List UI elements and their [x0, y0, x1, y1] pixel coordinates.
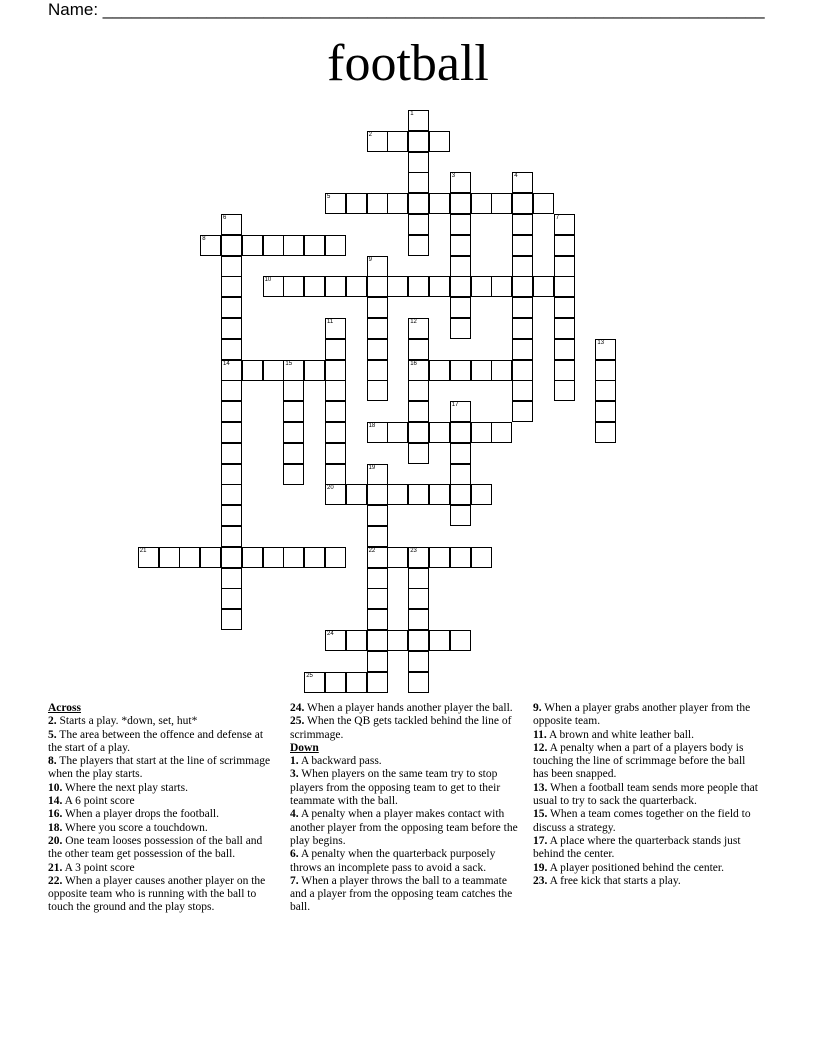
- clue: [290, 755, 520, 768]
- clue-text: A penalty when the quarterback purposely throws an incomplete pass to avoid a sack.: [290, 848, 496, 874]
- crossword-cell[interactable]: [512, 235, 533, 256]
- crossword-cell[interactable]: [367, 256, 388, 277]
- crossword-cell[interactable]: [491, 276, 512, 297]
- clue-text: A 3 point score: [62, 861, 135, 874]
- clue: [290, 848, 520, 875]
- crossword-cell[interactable]: [346, 630, 367, 651]
- crossword-cell[interactable]: [491, 193, 512, 214]
- clue-label: 7.: [290, 874, 299, 887]
- crossword-cell[interactable]: [450, 360, 471, 381]
- crossword-cell[interactable]: [408, 484, 429, 505]
- clues-column-2: [290, 702, 520, 915]
- crossword-cell[interactable]: [429, 484, 450, 505]
- crossword-cell[interactable]: [512, 318, 533, 339]
- clue-text: One team looses possession of the ball and the other team get possession of the ball.: [48, 834, 263, 861]
- crossword-cell[interactable]: [408, 547, 429, 568]
- crossword-cell[interactable]: [408, 401, 429, 422]
- clue-text: When a player hands another player the ball.: [304, 702, 513, 714]
- crossword-cell[interactable]: [387, 547, 408, 568]
- clue: [48, 782, 276, 795]
- crossword-cell[interactable]: [325, 672, 346, 693]
- crossword-cell[interactable]: [367, 568, 388, 589]
- clue-number: 9: [368, 256, 372, 263]
- clue-label: 11.: [533, 728, 547, 741]
- crossword-cell[interactable]: [450, 297, 471, 318]
- clue-label: 20.: [48, 834, 63, 847]
- clue-number: 22: [368, 547, 376, 554]
- clue-label: 19.: [533, 861, 548, 874]
- clue: [533, 742, 759, 782]
- crossword-cell[interactable]: [242, 547, 263, 568]
- crossword-cell[interactable]: [304, 360, 325, 381]
- crossword-cell[interactable]: [325, 360, 346, 381]
- crossword-cell[interactable]: [471, 547, 492, 568]
- clue-number: 1: [410, 111, 414, 117]
- clue: [533, 702, 759, 729]
- clue-text: A player positioned behind the center.: [547, 861, 724, 874]
- crossword-cell[interactable]: [429, 547, 450, 568]
- crossword-cell[interactable]: [408, 588, 429, 609]
- crossword-cell[interactable]: [221, 297, 242, 318]
- crossword-cell[interactable]: [491, 422, 512, 443]
- clue: [48, 875, 276, 915]
- clue-number: 21: [139, 547, 147, 554]
- clue-text: The area between the offence and defense at the start of a play.: [48, 728, 264, 754]
- crossword-cell[interactable]: [221, 276, 242, 297]
- crossword-cell[interactable]: [595, 401, 616, 422]
- clue-label: 24.: [290, 702, 305, 714]
- crossword-cell[interactable]: [450, 443, 471, 464]
- clue: [48, 822, 276, 835]
- clue-label: 12.: [533, 741, 548, 754]
- crossword-cell[interactable]: [325, 547, 346, 568]
- crossword-cell[interactable]: [283, 443, 304, 464]
- crossword-cell[interactable]: [595, 380, 616, 401]
- clue-label: 25.: [290, 715, 305, 728]
- crossword-cell[interactable]: [512, 193, 533, 214]
- clue: [290, 768, 520, 808]
- clue-label: 8.: [48, 755, 57, 768]
- clue: [48, 729, 276, 756]
- clue-label: 10.: [48, 781, 63, 794]
- crossword-cell[interactable]: [450, 505, 471, 526]
- crossword-cell[interactable]: [263, 235, 284, 256]
- crossword-cell[interactable]: [387, 193, 408, 214]
- clue-number: 4: [514, 173, 518, 180]
- crossword-cell[interactable]: [450, 464, 471, 485]
- clue-label: 15.: [533, 808, 548, 821]
- crossword-cell[interactable]: [283, 235, 304, 256]
- crossword-cell[interactable]: [554, 297, 575, 318]
- crossword-cell[interactable]: [367, 609, 388, 630]
- clue-text: A penalty when a player makes contact with another player from the opposing team before the play begins.: [290, 808, 518, 847]
- crossword-cell[interactable]: [221, 526, 242, 547]
- crossword-cell[interactable]: [325, 484, 346, 505]
- clue-text: Where the next play starts.: [62, 781, 188, 794]
- clue-text: A brown and white leather ball.: [546, 728, 694, 741]
- crossword-cell[interactable]: [283, 276, 304, 297]
- crossword-cell[interactable]: [408, 672, 429, 693]
- crossword-cell[interactable]: [429, 276, 450, 297]
- crossword-cell[interactable]: [159, 547, 180, 568]
- crossword-cell[interactable]: [450, 256, 471, 277]
- crossword-cell[interactable]: [595, 422, 616, 443]
- clue: [533, 729, 759, 742]
- crossword-cell[interactable]: [408, 110, 429, 131]
- crossword-cell[interactable]: [221, 568, 242, 589]
- clue-label: 23.: [533, 874, 548, 887]
- crossword-cell[interactable]: [221, 464, 242, 485]
- crossword-cell[interactable]: [408, 339, 429, 360]
- clue-label: 17.: [533, 834, 548, 847]
- clue-label: 9.: [533, 702, 542, 714]
- clue-text: A free kick that starts a play.: [547, 874, 681, 887]
- crossword-cell[interactable]: [367, 672, 388, 693]
- crossword-cell[interactable]: [367, 339, 388, 360]
- crossword-cell[interactable]: [242, 360, 263, 381]
- crossword-cell[interactable]: [554, 235, 575, 256]
- crossword-cell[interactable]: [325, 318, 346, 339]
- clue-text: When a player drops the football.: [62, 808, 219, 821]
- crossword-cell[interactable]: [471, 193, 492, 214]
- crossword-cell[interactable]: [450, 630, 471, 651]
- clue-number: 10: [264, 277, 272, 284]
- crossword-cell[interactable]: [325, 401, 346, 422]
- crossword-cell[interactable]: [221, 339, 242, 360]
- crossword-cell[interactable]: [429, 131, 450, 152]
- crossword-cell[interactable]: [450, 172, 471, 193]
- crossword-cell[interactable]: [512, 172, 533, 193]
- crossword-cell[interactable]: [346, 484, 367, 505]
- crossword-cell[interactable]: [429, 193, 450, 214]
- clue-label: 16.: [48, 808, 63, 821]
- clue-text: Where you score a touchdown.: [62, 821, 208, 834]
- clue: [533, 835, 759, 862]
- crossword-cell[interactable]: [367, 526, 388, 547]
- crossword-cell[interactable]: [325, 380, 346, 401]
- crossword-cell[interactable]: [408, 152, 429, 173]
- clue: [290, 808, 520, 848]
- crossword-cell[interactable]: [221, 401, 242, 422]
- crossword-cell[interactable]: [471, 276, 492, 297]
- clue-number: 24: [327, 631, 334, 637]
- clue-label: 14.: [48, 795, 63, 808]
- crossword-cell[interactable]: [263, 547, 284, 568]
- crossword-cell[interactable]: [554, 360, 575, 381]
- crossword-cell[interactable]: [221, 609, 242, 630]
- clue: [290, 702, 520, 715]
- crossword-cell[interactable]: [450, 401, 471, 422]
- clue: [533, 782, 759, 809]
- clue-number: 7: [555, 215, 560, 221]
- crossword-cell[interactable]: [283, 422, 304, 443]
- crossword-cell[interactable]: [554, 318, 575, 339]
- crossword-cell[interactable]: [595, 360, 616, 381]
- page-title: football: [327, 35, 489, 92]
- clue-number: 14: [223, 360, 230, 367]
- crossword-cell[interactable]: [367, 193, 388, 214]
- crossword-cell[interactable]: [367, 297, 388, 318]
- clue-label: 6.: [290, 848, 299, 861]
- crossword-cell[interactable]: [387, 484, 408, 505]
- crossword-cell[interactable]: [221, 235, 242, 256]
- crossword-cell[interactable]: [283, 401, 304, 422]
- crossword-cell[interactable]: [450, 547, 471, 568]
- clue: [533, 808, 759, 835]
- clue-text: A 6 point score: [62, 795, 135, 808]
- crossword-cell[interactable]: [367, 360, 388, 381]
- crossword-cell[interactable]: [533, 193, 554, 214]
- crossword-cell[interactable]: [200, 547, 221, 568]
- clue-number: 2: [368, 131, 372, 138]
- crossword-cell[interactable]: [367, 505, 388, 526]
- clue-label: 18.: [48, 821, 63, 834]
- crossword-cell[interactable]: [283, 360, 304, 381]
- clue: [533, 862, 759, 875]
- clue-label: 2.: [48, 715, 57, 728]
- crossword-cell[interactable]: [221, 360, 242, 381]
- crossword-cell[interactable]: [387, 131, 408, 152]
- crossword-cell[interactable]: [408, 214, 429, 235]
- clue-label: 5.: [48, 728, 57, 741]
- crossword-cell[interactable]: [325, 630, 346, 651]
- crossword-cell[interactable]: [512, 214, 533, 235]
- crossword-cell[interactable]: [221, 588, 242, 609]
- clue-text: When a player grabs another player from the opposite team.: [533, 702, 751, 728]
- clues-column-1: [48, 702, 276, 915]
- clue-label: 21.: [48, 861, 63, 874]
- crossword-cell[interactable]: [512, 256, 533, 277]
- crossword-cell[interactable]: [533, 276, 554, 297]
- clue-number: 15: [285, 360, 293, 367]
- crossword-cell[interactable]: [408, 630, 429, 651]
- crossword-cell[interactable]: [325, 422, 346, 443]
- crossword-cell[interactable]: [367, 651, 388, 672]
- clue-text: When a football team sends more people that usual to try to sack the quarterback.: [533, 781, 758, 808]
- crossword-cell[interactable]: [512, 360, 533, 381]
- crossword-cell[interactable]: [325, 235, 346, 256]
- crossword-cell[interactable]: [346, 193, 367, 214]
- crossword-cell[interactable]: [554, 380, 575, 401]
- crossword-cell[interactable]: [325, 339, 346, 360]
- crossword-cell[interactable]: [387, 630, 408, 651]
- crossword-cell[interactable]: [221, 256, 242, 277]
- clue-number: 16: [410, 360, 417, 367]
- crossword-cell[interactable]: [263, 360, 284, 381]
- crossword-cell[interactable]: [367, 630, 388, 651]
- clue-text: When a player throws the ball to a teammate and a player from the opposing team catches the ball.: [290, 874, 513, 914]
- crossword-cell[interactable]: [367, 464, 388, 485]
- clue: [290, 875, 520, 915]
- crossword-cell[interactable]: [554, 256, 575, 277]
- crossword-cell[interactable]: [325, 443, 346, 464]
- crossword-cell[interactable]: [221, 214, 242, 235]
- crossword-cell[interactable]: [408, 380, 429, 401]
- crossword-cell[interactable]: [408, 651, 429, 672]
- crossword-cell[interactable]: [512, 380, 533, 401]
- clue-number: 13: [597, 339, 605, 346]
- crossword-cell[interactable]: [367, 276, 388, 297]
- crossword-cell[interactable]: [221, 422, 242, 443]
- clue-number: 25: [306, 672, 313, 679]
- clue-text: When players on the same team try to stop players from the opposing team to get to their teammate with the ball.: [290, 768, 501, 808]
- crossword-cell[interactable]: [387, 422, 408, 443]
- crossword-cell[interactable]: [450, 214, 471, 235]
- crossword-cell[interactable]: [221, 380, 242, 401]
- crossword-cell[interactable]: [512, 276, 533, 297]
- crossword-cell[interactable]: [554, 276, 575, 297]
- clue-text: A penalty when a part of a players body is touching the line of scrimmage before the ball has been snapped.: [533, 741, 746, 781]
- clue-number: 23: [410, 547, 417, 554]
- crossword-cell[interactable]: [471, 360, 492, 381]
- crossword-cell[interactable]: [471, 422, 492, 443]
- crossword-cell[interactable]: [367, 547, 388, 568]
- crossword-cell[interactable]: [429, 422, 450, 443]
- crossword-cell[interactable]: [450, 422, 471, 443]
- crossword-cell[interactable]: [283, 547, 304, 568]
- clue-number: 8: [202, 235, 206, 242]
- down-heading: Down: [290, 741, 319, 754]
- crossword-cell[interactable]: [367, 484, 388, 505]
- clue: [48, 862, 276, 875]
- crossword-cell[interactable]: [408, 568, 429, 589]
- crossword-cell[interactable]: [304, 235, 325, 256]
- clue-number: 12: [410, 319, 417, 325]
- crossword-cell[interactable]: [221, 318, 242, 339]
- clue: [48, 835, 276, 862]
- crossword-cell[interactable]: [179, 547, 200, 568]
- clues-column-3: [533, 702, 759, 888]
- crossword-cell[interactable]: [429, 630, 450, 651]
- crossword-cell[interactable]: [304, 547, 325, 568]
- crossword-cell[interactable]: [221, 484, 242, 505]
- crossword-cell[interactable]: [242, 235, 263, 256]
- crossword-cell[interactable]: [408, 131, 429, 152]
- crossword-cell[interactable]: [346, 276, 367, 297]
- crossword-cell[interactable]: [346, 672, 367, 693]
- crossword-cell[interactable]: [450, 484, 471, 505]
- crossword-cell[interactable]: [554, 214, 575, 235]
- crossword-cell[interactable]: [491, 360, 512, 381]
- clue-text: A backward pass.: [298, 755, 382, 768]
- clue-text: Starts a play. *down, set, hut*: [56, 715, 198, 728]
- crossword-cell[interactable]: [408, 172, 429, 193]
- crossword-cell[interactable]: [138, 547, 159, 568]
- clue-number: 17: [451, 402, 459, 409]
- clue-label: 3.: [290, 768, 299, 781]
- crossword-cell[interactable]: [221, 443, 242, 464]
- crossword-cell[interactable]: [595, 339, 616, 360]
- crossword-cell[interactable]: [367, 588, 388, 609]
- crossword-cell[interactable]: [367, 131, 388, 152]
- across-heading: Across: [48, 702, 82, 714]
- clue-text: When a team comes together on the field to discuss a strategy.: [533, 808, 751, 834]
- clue: [48, 795, 276, 808]
- clue: [48, 755, 276, 782]
- clue-number: 20: [327, 485, 334, 492]
- clue-number: 11: [327, 319, 334, 325]
- crossword-cell[interactable]: [408, 235, 429, 256]
- clue-number: 5: [327, 194, 331, 201]
- clue: [533, 875, 759, 888]
- crossword-cell[interactable]: [512, 297, 533, 318]
- crossword-cell[interactable]: [325, 276, 346, 297]
- crossword-cell[interactable]: [200, 235, 221, 256]
- clue-number: 18: [368, 423, 376, 429]
- clue-label: 22.: [48, 874, 63, 887]
- crossword-cell[interactable]: [471, 484, 492, 505]
- clue-text: The players that start at the line of scrimmage when the play starts.: [48, 755, 271, 781]
- clue-label: 1.: [290, 755, 299, 768]
- crossword-cell[interactable]: [408, 318, 429, 339]
- crossword-cell[interactable]: [450, 193, 471, 214]
- crossword-cell[interactable]: [554, 339, 575, 360]
- crossword-cell[interactable]: [408, 193, 429, 214]
- crossword-cell[interactable]: [408, 276, 429, 297]
- clue-number: 19: [368, 464, 376, 471]
- clue-label: 13.: [533, 781, 548, 794]
- crossword-cell[interactable]: [304, 672, 325, 693]
- clue: [48, 808, 276, 821]
- crossword-cell[interactable]: [367, 318, 388, 339]
- crossword-cell[interactable]: [512, 401, 533, 422]
- clue: [290, 715, 520, 742]
- crossword-cell[interactable]: [283, 464, 304, 485]
- crossword-cell[interactable]: [325, 464, 346, 485]
- crossword-cell[interactable]: [263, 276, 284, 297]
- crossword-cell[interactable]: [221, 505, 242, 526]
- clue-text: When the QB gets tackled behind the line of scrimmage.: [290, 715, 512, 741]
- crossword-cell[interactable]: [512, 339, 533, 360]
- crossword-cell[interactable]: [450, 235, 471, 256]
- crossword-cell[interactable]: [304, 276, 325, 297]
- crossword-cell[interactable]: [325, 193, 346, 214]
- crossword-cell[interactable]: [367, 422, 388, 443]
- clue-number: 6: [223, 215, 227, 221]
- clue: [48, 715, 276, 728]
- clue-number: 3: [451, 173, 456, 180]
- name-field[interactable]: Name: ______________________________________________________________________: [48, 0, 765, 19]
- crossword-cell[interactable]: [408, 422, 429, 443]
- crossword-cell[interactable]: [367, 380, 388, 401]
- crossword-cell[interactable]: [450, 276, 471, 297]
- crossword-cell[interactable]: [283, 380, 304, 401]
- crossword-cell[interactable]: [450, 318, 471, 339]
- clue-label: 4.: [290, 808, 299, 821]
- crossword-cell[interactable]: [387, 276, 408, 297]
- crossword-cell[interactable]: [221, 547, 242, 568]
- crossword-cell[interactable]: [408, 443, 429, 464]
- crossword-cell[interactable]: [408, 609, 429, 630]
- crossword-cell[interactable]: [408, 360, 429, 381]
- clue-text: A place where the quarterback stands just behind the center.: [533, 834, 741, 861]
- clue-text: When a player causes another player on the opposite team who is running with the ball to touch the ground and the play stops.: [48, 874, 266, 914]
- crossword-cell[interactable]: [429, 360, 450, 381]
